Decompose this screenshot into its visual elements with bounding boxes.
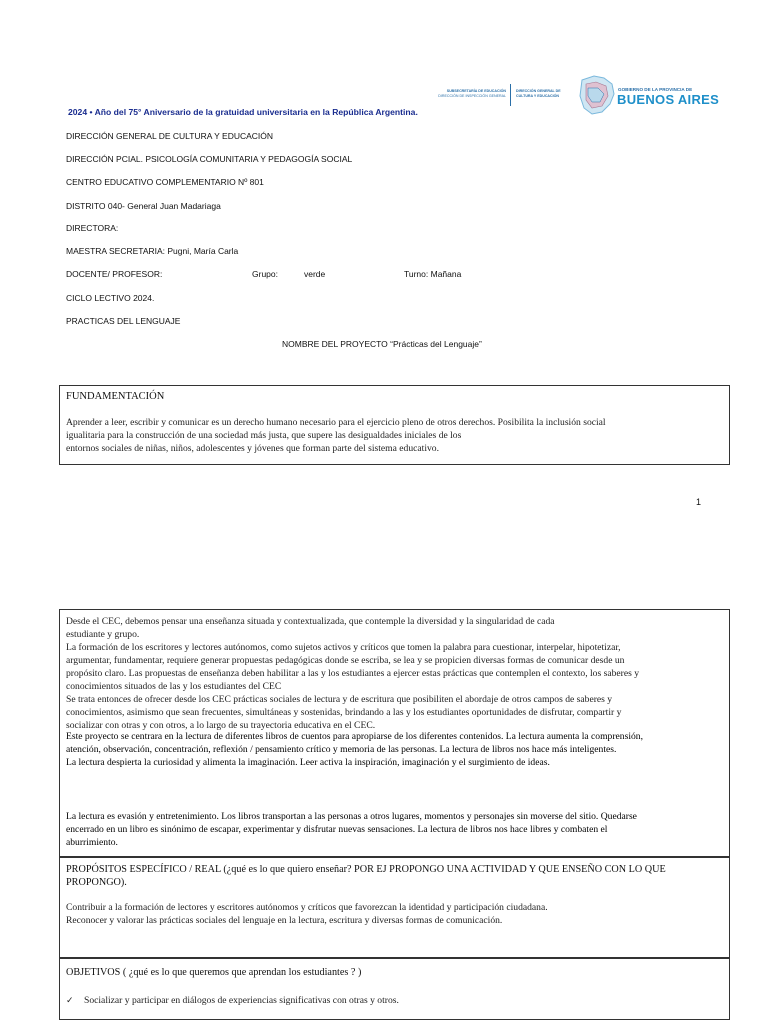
text-line: aburrimiento. (66, 837, 118, 848)
fundamentacion-title: FUNDAMENTACIÓN (66, 391, 165, 402)
anniversary-line (68, 107, 418, 117)
paragraph-cec (66, 615, 728, 732)
anniversary-year: 2024 (68, 107, 88, 117)
text-line: propósito claro. Las propuestas de enseñanza deben habilitar a las y los estudiantes a ejercer estas prácticas que contemplen el contexto, los saberes y (66, 668, 640, 679)
grupo-value: verde (304, 269, 326, 279)
propositos-title-line: PROPONGO). (66, 877, 127, 888)
direction-text: DIRECCIÓN GENERAL DE CULTURA Y EDUCACIÓN (516, 89, 561, 98)
paragraph-proyecto (66, 730, 728, 769)
docente-label: DOCENTE/ PROFESOR: (66, 269, 163, 279)
maestra-line: MAESTRA SECRETARIA: Pugni, María Carla (66, 246, 239, 256)
fundamentacion-box (59, 385, 730, 465)
text-line: Reconocer y valorar las prácticas sociales del lenguaje en la lectura, escritura y diversas formas de comunicación. (66, 915, 503, 926)
direccion-pcial-line: DIRECCIÓN PCIAL. PSICOLOGÍA COMUNITARIA Y PEDAGOGÍA SOCIAL (66, 154, 353, 164)
text-line: Se trata entonces de ofrecer desde los CEC prácticas sociales de lectura y de escritura que posibiliten el abordaje de otros campos de saberes y (66, 694, 613, 705)
area-line: PRACTICAS DEL LENGUAJE (66, 316, 181, 326)
propositos-box (59, 857, 730, 958)
directora-line: DIRECTORA: (66, 223, 119, 233)
objetivos-box (59, 958, 730, 1020)
centro-line: CENTRO EDUCATIVO COMPLEMENTARIO Nº 801 (66, 177, 264, 187)
logo-divider (510, 84, 511, 106)
text-line: Desde el CEC, debemos pensar una enseñanza situada y contextualizada, que contemple la diversidad y la singularidad de cada (66, 616, 555, 627)
fundamentacion-line: igualitaria para la construcción de una sociedad más justa, que supere las desigualdades iniciales de los (66, 430, 462, 441)
direccion-general-line: DIRECCIÓN GENERAL DE CULTURA Y EDUCACIÓN (66, 131, 274, 141)
government-logo (428, 80, 720, 118)
propositos-title-line: PROPÓSITOS ESPECÍFICO / REAL (¿qué es lo que quiero enseñar? POR EJ PROPONGO UNA ACTIVIDAD Y QUE ENSEÑO CON LO QUE (66, 864, 666, 875)
province-map-icon (578, 74, 616, 116)
text-line: argumentar, fundamentar, requiere generar propuestas pedagógicas donde se escriba, se lea y se propicien diversas formas de comunicar desde un (66, 655, 625, 666)
ciclo-line: CICLO LECTIVO 2024. (66, 293, 155, 303)
check-icon: ✓ (66, 996, 74, 1006)
fundamentacion-line: entornos sociales de niñas, niños, adolescentes y jóvenes que forman parte del sistema educativo. (66, 443, 439, 454)
objetivos-item (66, 994, 399, 1008)
text-line: La formación de los escritores y lectores autónomos, como sujetos activos y críticos que tomen la palabra para cuestionar, interpelar, hipotetizar, (66, 642, 621, 653)
distrito-line: DISTRITO 040- General Juan Madariaga (66, 201, 221, 211)
page-number: 1 (696, 497, 702, 507)
objetivos-item-text: Socializar y participar en diálogos de experiencias significativas con otras y otros. (84, 995, 399, 1006)
paragraph-evasion (66, 810, 728, 849)
project-name: NOMBRE DEL PROYECTO “Prácticas del Lenguaje” (282, 339, 482, 349)
text-line: estudiante y grupo. (66, 629, 140, 640)
text-line: Este proyecto se centrara en la lectura de diferentes libros de cuentos para apropiarse de los diferentes contenidos. La lectura aumenta la comprensión, (66, 731, 643, 742)
gov-province-line: GOBIERNO DE LA PROVINCIA DE (618, 87, 693, 92)
text-line: La lectura despierta la curiosidad y alimenta la imaginación. Leer activa la inspiración, imaginación y el surgimiento de ideas. (66, 757, 550, 768)
text-line: conocimientos, asimismo que sean frecuentes, simultáneas y sostenidas, brindando a las y los estudiantes oportunidades de disfrutar, compartir y (66, 707, 622, 718)
fundamentacion-body (66, 416, 726, 455)
turno-line: Turno: Mañana (404, 269, 462, 279)
text-line: atención, observación, concentración, reflexión / pensamiento crítico y memoria de las personas. La lectura de libros nos hace más inteligentes. (66, 744, 617, 755)
text-line: La lectura es evasión y entretenimiento. Los libros transportan a las personas a otros lugares, momentos y personajes sin moverse del sitio. Quedarse (66, 811, 637, 822)
objetivos-title: OBJETIVOS ( ¿qué es lo que queremos que aprendan los estudiantes ? ) (66, 967, 362, 978)
text-line: encerrado en un libro es sinónimo de escapar, experimentar y disfrutar nuevas sensaciones. La lectura de libros nos hace libres y combaten el (66, 824, 608, 835)
province-name: BUENOS AIRES (617, 92, 720, 107)
text-line: Contribuir a la formación de lectores y escritores autónomos y críticos que favorezcan la identidad y participación ciudadana. (66, 902, 548, 913)
text-line: socializar con otras y con otros, a lo largo de su trayectoria educativa en el CEC. (66, 720, 376, 731)
fundamentacion-line: Aprender a leer, escribir y comunicar es un derecho humano necesario para el ejercicio pleno de otros derechos. Posibilita la inclusión social (66, 417, 606, 428)
text-line: conocimientos situados de las y los estudiantes del CEC (66, 681, 282, 692)
ministry-text: SUBSECRETARÍA DE EDUCACIÓN DIRECCIÓN DE INSPECCIÓN GENERAL (438, 89, 506, 98)
grupo-label: Grupo: (252, 269, 278, 279)
continuation-box (59, 609, 730, 857)
anniversary-text: • Año del 75° Aniversario de la gratuidad universitaria en la República Argentina. (87, 107, 418, 117)
propositos-title (66, 863, 666, 889)
propositos-body (66, 901, 728, 927)
